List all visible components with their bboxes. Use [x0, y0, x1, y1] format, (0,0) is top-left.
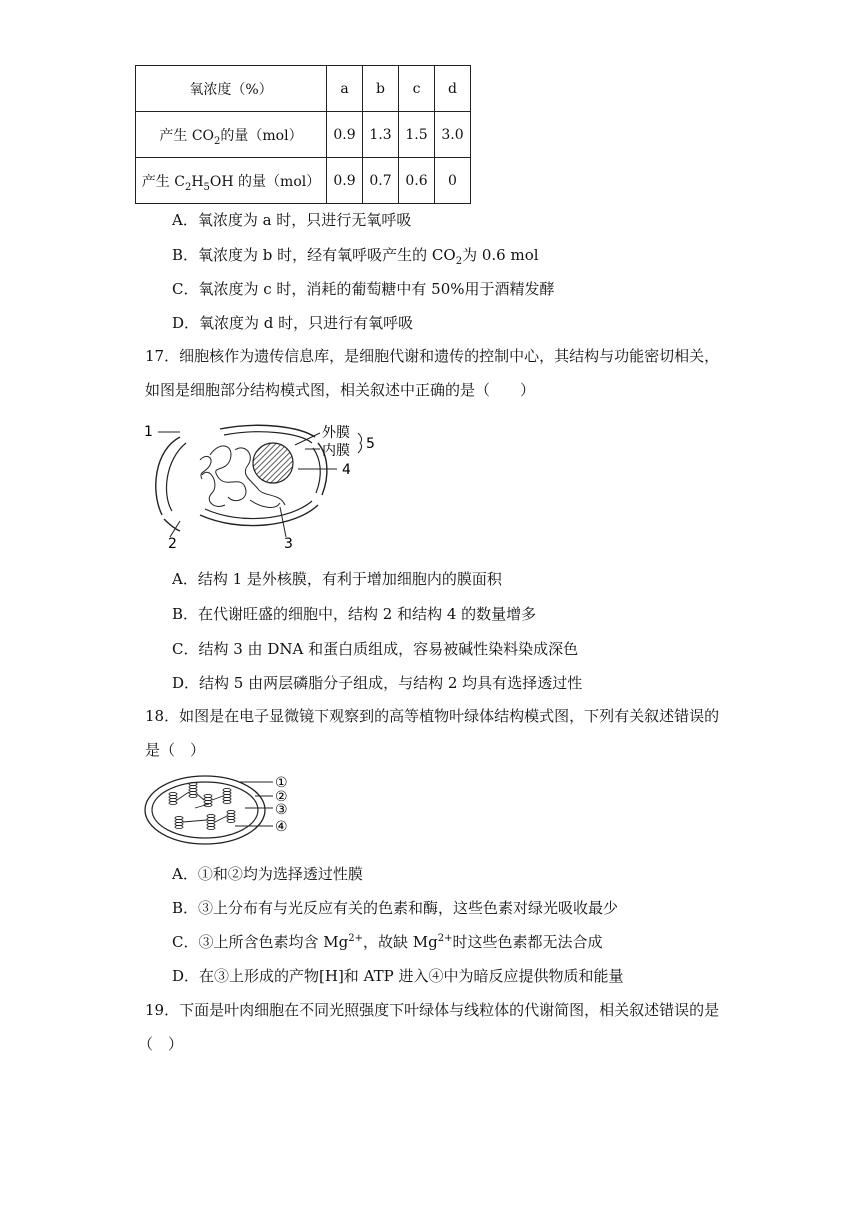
- label-1: 1: [144, 424, 153, 440]
- q17-option-b: B．在代谢旺盛的细胞中，结构 2 和结构 4 的数量增多: [172, 605, 537, 623]
- oxygen-data-table: [135, 65, 471, 204]
- q19-stem-line2: （ ）: [138, 1035, 184, 1053]
- q19-stem-line1: 19．下面是叶肉细胞在不同光照强度下叶绿体与线粒体的代谢简图，相关叙述错误的是: [145, 1001, 720, 1019]
- q17-option-d: D．结构 5 由两层磷脂分子组成，与结构 2 均具有选择透过性: [172, 674, 583, 692]
- q18-option-c: C．③上所含色素均含 $Mg^{2+}$，故缺 $Mg^{2+}$时这些色素都无法合成: [172, 933, 603, 951]
- row-label-ethanol: 产生 $C_2H_5OH$ 的量（mol）: [136, 158, 327, 204]
- q17-option-a: A．结构 1 是外核膜，有利于增加细胞内的膜面积: [172, 570, 502, 588]
- q16-option-c: C．氧浓度为 c 时，消耗的葡萄糖中有 50%用于酒精发酵: [172, 280, 555, 298]
- label-inner-membrane: 内膜: [322, 443, 350, 459]
- label-5: 5: [366, 436, 375, 452]
- table-cell: 1.3: [363, 112, 399, 158]
- row-label-co2: 产生 $CO_2$的量（mol）: [136, 112, 327, 158]
- table-cell: 1.5: [399, 112, 435, 158]
- q18-option-b: B．③上分布有与光反应有关的色素和酶，这些色素对绿光吸收最少: [172, 899, 619, 917]
- table-row: [136, 112, 471, 158]
- table-header-label: 氧浓度（%）: [136, 66, 327, 112]
- q17-stem-line2: 如图是细胞部分结构模式图，相关叙述中正确的是（ ）: [145, 381, 536, 399]
- table-cell: 3.0: [435, 112, 471, 158]
- chloroplast-inner-membrane: [152, 782, 258, 838]
- label-3: 3: [284, 536, 293, 552]
- label-circle-4: ④: [275, 819, 288, 835]
- table-cell: 0.6: [399, 158, 435, 204]
- table-col-a: a: [327, 66, 363, 112]
- chloroplast-outer-membrane: [145, 776, 265, 844]
- label-outer-membrane: 外膜: [322, 425, 350, 441]
- q17-option-c: C．结构 3 由 DNA 和蛋白质组成，容易被碱性染料染成深色: [172, 640, 579, 658]
- nucleus-structure-figure: [140, 415, 380, 555]
- label-circle-2: ②: [275, 789, 288, 805]
- table-row: [136, 66, 471, 112]
- q18-option-d: D．在③上形成的产物[H]和 ATP 进入④中为暗反应提供物质和能量: [172, 967, 624, 985]
- chloroplast-structure-figure: [145, 770, 325, 850]
- label-4: 4: [342, 462, 351, 478]
- q18-option-a: A．①和②均为选择透过性膜: [172, 865, 363, 883]
- table-cell: 0.9: [327, 112, 363, 158]
- label-circle-3: ③: [275, 802, 288, 818]
- q17-stem-line1: 17．细胞核作为遗传信息库，是细胞代谢和遗传的控制中心，其结构与功能密切相关，: [145, 347, 720, 365]
- nucleus-inner-membrane: [166, 432, 320, 519]
- table-cell: 0.9: [327, 158, 363, 204]
- nucleus-outer-membrane: [156, 425, 327, 531]
- table-row: [136, 158, 471, 204]
- q18-stem-line1: 18．如图是在电子显微镜下观察到的高等植物叶绿体结构模式图，下列有关叙述错误的: [145, 707, 720, 725]
- table-cell: 0: [435, 158, 471, 204]
- label-circle-1: ①: [275, 775, 288, 791]
- table-col-b: b: [363, 66, 399, 112]
- table-col-c: c: [399, 66, 435, 112]
- q16-option-a: A．氧浓度为 a 时，只进行无氧呼吸: [172, 211, 412, 229]
- q16-option-d: D．氧浓度为 d 时，只进行有氧呼吸: [172, 314, 414, 332]
- q18-stem-line2: 是（ ）: [145, 741, 206, 759]
- grana-stacks: [169, 782, 235, 829]
- table-cell: 0.7: [363, 158, 399, 204]
- q16-option-b: B．氧浓度为 b 时，经有氧呼吸产生的 $CO_2$为 0.6 mol: [172, 246, 539, 267]
- table-col-d: d: [435, 66, 471, 112]
- label-2: 2: [168, 536, 177, 552]
- nucleolus: [253, 443, 293, 483]
